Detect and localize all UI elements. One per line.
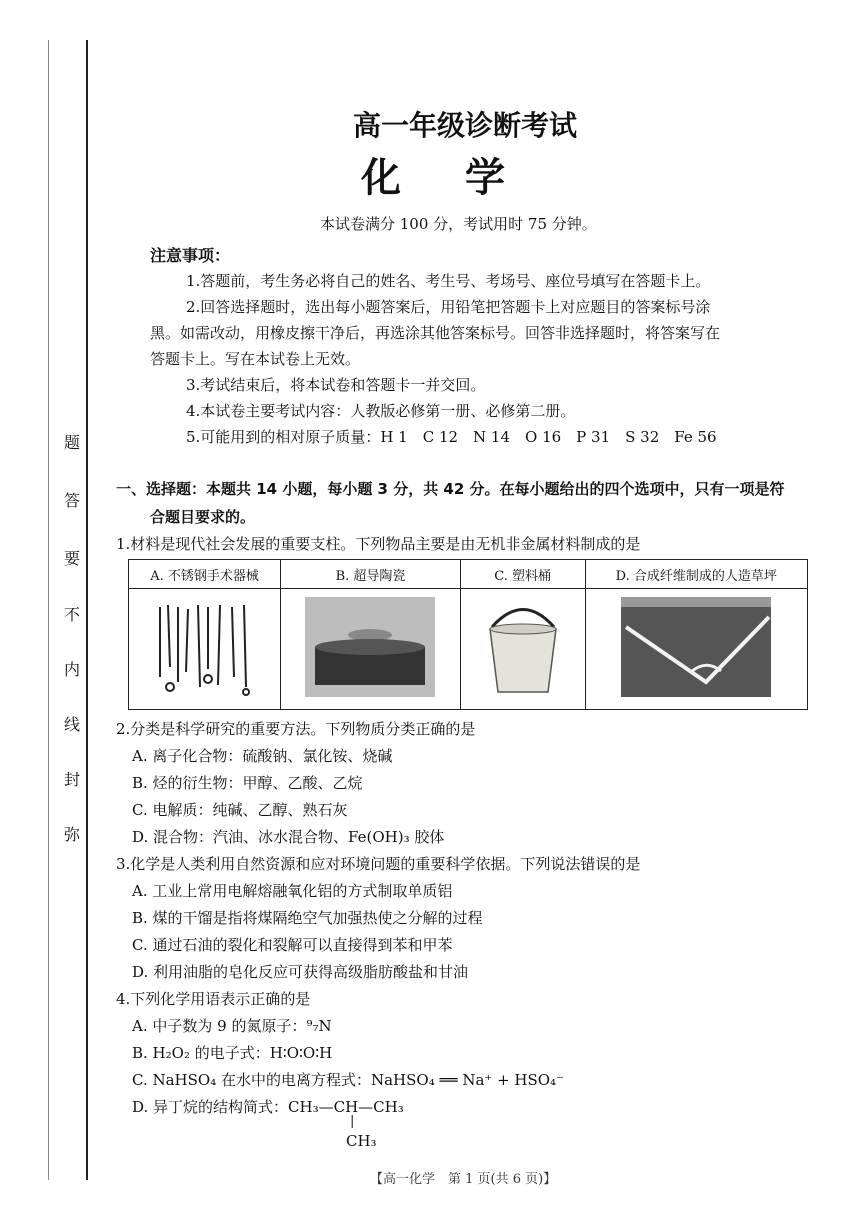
question-2-option: A. 离子化合物：硫酸钠、氯化铵、烧碱 xyxy=(132,747,393,765)
question-4-option: B. H₂O₂ 的电子式：H∶O∶O∶H xyxy=(132,1044,333,1062)
notice-line: 黑。如需改动，用橡皮擦干净后，再选涂其他答案标号。回答非选择题时，将答案写在 xyxy=(150,324,721,342)
isobutane-branch: CH₃ xyxy=(346,1132,377,1150)
question-3-option: D. 利用油脂的皂化反应可获得高级脂肪酸盐和甘油 xyxy=(132,963,469,981)
margin-char: 答 xyxy=(64,491,81,510)
margin-char: 弥 xyxy=(64,825,81,844)
question-1-stem: 1.材料是现代社会发展的重要支柱。下列物品主要是由无机非金属材料制成的是 xyxy=(116,535,641,553)
surgical-tools-image xyxy=(129,589,281,710)
exam-subject: 化学 xyxy=(361,155,569,201)
question-2-option: D. 混合物：汽油、冰水混合物、Fe(OH)₃ 胶体 xyxy=(132,828,445,846)
notice-line: 1.答题前，考生务必将自己的姓名、考生号、考场号、座位号填写在答题卡上。 xyxy=(186,272,711,290)
question-2-stem: 2.分类是科学研究的重要方法。下列物质分类正确的是 xyxy=(116,720,476,738)
margin-line-outer xyxy=(48,40,49,1180)
isobutane-branch-bond: | xyxy=(350,1114,355,1129)
option-d-label: D. 合成纤维制成的人造草坪 xyxy=(585,560,807,589)
artificial-turf-image xyxy=(585,589,807,710)
margin-char: 要 xyxy=(64,549,81,568)
question-3-option: C. 通过石油的裂化和裂解可以直接得到苯和甲苯 xyxy=(132,936,453,954)
superconducting-ceramic-image xyxy=(281,589,461,710)
question-3-option: B. 煤的干馏是指将煤隔绝空气加强热使之分解的过程 xyxy=(132,909,483,927)
notice-heading: 注意事项： xyxy=(150,246,231,265)
margin-char: 题 xyxy=(64,433,81,452)
question-4-stem: 4.下列化学用语表示正确的是 xyxy=(116,990,311,1008)
question-2-option: C. 电解质：纯碱、乙醇、熟石灰 xyxy=(132,801,348,819)
exam-title: 高一年级诊断考试 xyxy=(352,109,577,142)
notice-line: 5.可能用到的相对原子质量：H 1 C 12 N 14 O 16 P 31 S 32 Fe 56 xyxy=(186,428,717,446)
margin-char: 内 xyxy=(64,660,81,679)
margin-char: 不 xyxy=(64,605,81,624)
page-footer: 【高一化学 第 1 页(共 6 页)】 xyxy=(370,1172,557,1187)
question-1-options-table xyxy=(128,559,808,710)
question-4-option: C. NaHSO₄ 在水中的电离方程式：NaHSO₄ ══ Na⁺ + HSO₄⁻ xyxy=(132,1071,564,1089)
notice-line: 2.回答选择题时，选出每小题答案后，用铅笔把答题卡上对应题目的答案标号涂 xyxy=(186,298,711,316)
question-2-option: B. 烃的衍生物：甲醇、乙酸、乙烷 xyxy=(132,774,363,792)
notice-line: 3.考试结束后，将本试卷和答题卡一并交回。 xyxy=(186,376,486,394)
notice-line: 答题卡上。写在本试卷上无效。 xyxy=(150,350,361,368)
section-heading: 一、选择题：本题共 14 小题，每小题 3 分，共 42 分。在每小题给出的四个选项中，只有一项是符 xyxy=(116,480,785,498)
exam-intro: 本试卷满分 100 分，考试用时 75 分钟。 xyxy=(320,215,597,233)
option-c-label: C. 塑料桶 xyxy=(460,560,585,589)
section-heading-cont: 合题目要求的。 xyxy=(150,508,256,526)
option-b-label: B. 超导陶瓷 xyxy=(281,560,461,589)
plastic-bucket-image xyxy=(460,589,585,710)
question-4-option: D. 异丁烷的结构简式：CH₃—CH—CH₃ xyxy=(132,1098,404,1116)
question-3-stem: 3.化学是人类利用自然资源和应对环境问题的重要科学依据。下列说法错误的是 xyxy=(116,855,641,873)
option-a-label: A. 不锈钢手术器械 xyxy=(129,560,281,589)
question-4-option: A. 中子数为 9 的氮原子：⁹₇N xyxy=(132,1017,332,1035)
margin-char: 线 xyxy=(64,715,81,734)
notice-line: 4.本试卷主要考试内容：人教版必修第一册、必修第二册。 xyxy=(186,402,576,420)
margin-char: 封 xyxy=(64,770,81,789)
question-3-option: A. 工业上常用电解熔融氧化铝的方式制取单质铝 xyxy=(132,882,453,900)
margin-line-inner xyxy=(86,40,88,1180)
